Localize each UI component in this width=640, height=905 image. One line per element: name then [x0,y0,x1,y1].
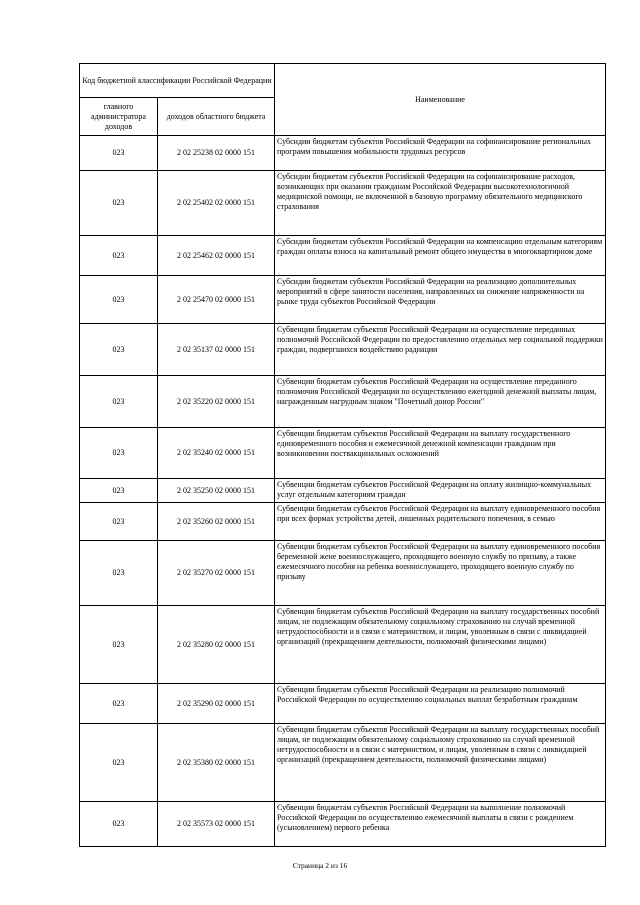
table-row [80,541,606,606]
description-cell: Субсидии бюджетам субъектов Российской Федерации на софинансирование региональных программ повышения мобильности трудовых ресурсов [275,136,606,171]
admin-code-cell: 023 [80,479,158,503]
table-row [80,171,606,236]
income-code-cell: 2 02 35280 02 0000 151 [158,606,275,684]
table-row [80,236,606,276]
income-code-cell: 2 02 25462 02 0000 151 [158,236,275,276]
description-cell: Субвенции бюджетам субъектов Российской Федерации на выплату государственных пособий лицам, не подлежащим обязательному социальному страхованию на случай временной нетрудоспособности и в связи с материнством, и лицам, уволенным в связи с ликвидацией организаций (прекращением деятельности, полномочий физическими лицами) [275,606,606,684]
income-code-cell: 2 02 35137 02 0000 151 [158,324,275,376]
header-classification-code: Код бюджетной классификации Российской Федерации [80,64,275,98]
description-cell: Субвенции бюджетам субъектов Российской Федерации на выплату государственного единовременного пособия и ежемесячной денежной компенсации гражданам при возникновении поствакцинальных осложнений [275,428,606,479]
description-cell: Субвенции бюджетам субъектов Российской Федерации на выплату единовременного пособия при всех формах устройства детей, лишенных родительского попечения, в семью [275,503,606,541]
description-cell: Субсидии бюджетам субъектов Российской Федерации на компенсацию отдельным категориям граждан оплаты взноса на капитальный ремонт общего имущества в многоквартирном доме [275,236,606,276]
table-row [80,606,606,684]
income-code-cell: 2 02 35270 02 0000 151 [158,541,275,606]
admin-code-cell: 023 [80,236,158,276]
admin-code-cell: 023 [80,276,158,324]
income-code-cell: 2 02 25238 02 0000 151 [158,136,275,171]
table-row [80,376,606,428]
income-code-cell: 2 02 35240 02 0000 151 [158,428,275,479]
admin-code-cell: 023 [80,428,158,479]
table-body [80,136,606,847]
budget-classification-table [79,63,606,847]
table-row [80,276,606,324]
description-cell: Субвенции бюджетам субъектов Российской Федерации на оплату жилищно-коммунальных услуг отдельным категориям граждан [275,479,606,503]
header-chief-administrator: главного администратора доходов [80,98,158,136]
income-code-cell: 2 02 25470 02 0000 151 [158,276,275,324]
income-code-cell: 2 02 35573 02 0000 151 [158,802,275,847]
income-code-cell: 2 02 35380 02 0000 151 [158,724,275,802]
description-cell: Субвенции бюджетам субъектов Российской Федерации на выплату единовременного пособия беременной жене военнослужащего, проходящего военную службу по призыву, а также ежемесячного пособия на ребенка военнослужащего, проходящего военную службу по призыву [275,541,606,606]
admin-code-cell: 023 [80,171,158,236]
admin-code-cell: 023 [80,324,158,376]
table-row [80,136,606,171]
income-code-cell: 2 02 35220 02 0000 151 [158,376,275,428]
table-row [80,503,606,541]
description-cell: Субвенции бюджетам субъектов Российской Федерации на выплату государственных пособий лицам, не подлежащим обязательному социальному страхованию на случай временной нетрудоспособности и в связи с материнством, и лицам, уволенным в связи с ликвидацией организаций (прекращением деятельности, полномочий физическими лицами) [275,724,606,802]
description-cell: Субвенции бюджетам субъектов Российской Федерации на реализацию полномочий Российской Федерации по осуществлению социальных выплат безработным гражданам [275,684,606,724]
admin-code-cell: 023 [80,376,158,428]
description-cell: Субсидии бюджетам субъектов Российской Федерации на реализацию дополнительных мероприятий в сфере занятости населения, направленных на снижение напряженности на рынке труда субъектов Российской Федерации [275,276,606,324]
admin-code-cell: 023 [80,724,158,802]
header-row-group [80,64,606,98]
income-code-cell: 2 02 35290 02 0000 151 [158,684,275,724]
admin-code-cell: 023 [80,503,158,541]
description-cell: Субвенции бюджетам субъектов Российской Федерации на осуществление переданных полномочий Российской Федерации по предоставлению отдельных мер социальной поддержки граждан, подвергшихся воздействию радиации [275,324,606,376]
table-row [80,802,606,847]
table-row [80,324,606,376]
description-cell: Субвенции бюджетам субъектов Российской Федерации на выполнение полномочий Российской Федерации по осуществлению ежемесячной выплаты в связи с рождением (усыновлением) первого ребенка [275,802,606,847]
admin-code-cell: 023 [80,684,158,724]
header-name: Наименование [275,64,606,136]
income-code-cell: 2 02 35250 02 0000 151 [158,479,275,503]
description-cell: Субвенции бюджетам субъектов Российской Федерации на осуществление переданного полномочия Российской Федерации по осуществлению ежегодной денежной выплаты лицам, награжденным нагрудным знаком "Почетный донор России" [275,376,606,428]
admin-code-cell: 023 [80,136,158,171]
income-code-cell: 2 02 25402 02 0000 151 [158,171,275,236]
description-cell: Субсидии бюджетам субъектов Российской Федерации на софинансирование расходов, возникающих при оказании гражданам Российской Федерации высокотехнологичной медицинской помощи, не включенной в базовую программу обязательного медицинского страхования [275,171,606,236]
admin-code-cell: 023 [80,802,158,847]
page-number: Страница 2 из 16 [292,861,348,870]
table-row [80,684,606,724]
header-regional-income: доходов областного бюджета [158,98,275,136]
table-row [80,428,606,479]
table-row [80,479,606,503]
admin-code-cell: 023 [80,606,158,684]
income-code-cell: 2 02 35260 02 0000 151 [158,503,275,541]
table-row [80,724,606,802]
admin-code-cell: 023 [80,541,158,606]
